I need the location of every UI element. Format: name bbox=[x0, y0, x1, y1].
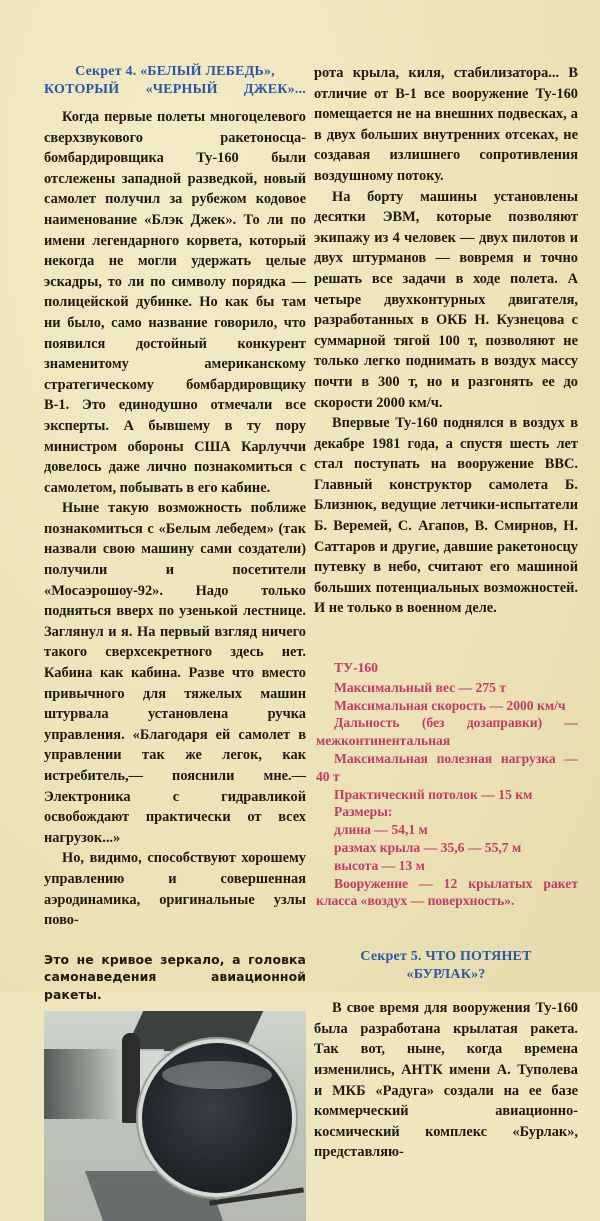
section-5-heading-line2: «БУРЛАК»? bbox=[406, 967, 486, 983]
spec-wingspan: размах крыла — 35,6 — 55,7 м bbox=[334, 840, 522, 855]
paragraph-4: На борту машины установлены десятки ЭВМ, которые позволяют экипажу из 4 человек — двух пилотов и двух штурманов — вовремя и точно решать все задачи в ходе полета. А четыре двухконтурных двигателя, разработанных в ОКБ Н. Кузнецова с суммарной тягой 100 т, позволяют не только легко поднимать в воздух массу почти в 300 т, но и разгонять ее до скорости 2000 км/ч. bbox=[314, 188, 578, 411]
spec-ceiling: Практический потолок — 15 км bbox=[334, 786, 533, 802]
homing-head-photo bbox=[44, 1011, 306, 1221]
section-5-heading-line1: Секрет 5. ЧТО ПОТЯНЕТ bbox=[360, 949, 532, 965]
section-5-paragraph: В свое время для вооружения Ту-160 была разработана крылатая ракета. Так вот, ныне, когда времена изменились, АНТК имени А. Туполева и МКБ «Радуга» создали на ее базе коммерческий авиационно-космический комплекс «Бурлак», представляю- bbox=[314, 1000, 578, 1161]
specs-box bbox=[314, 659, 578, 910]
left-column bbox=[44, 63, 306, 1221]
photo-wedge bbox=[125, 1011, 264, 1051]
spec-range: Дальность (без дозаправки) — межконтинентальная bbox=[316, 715, 578, 749]
section-4-heading-line2: КОТОРЫЙ «ЧЕРНЫЙ ДЖЕК»... bbox=[44, 82, 306, 97]
photo-caption: Это не кривое зеркало, а головка самонаведения авиационной ракеты. bbox=[44, 951, 306, 1002]
spec-payload: Максимальная полезная нагрузка — 40 т bbox=[316, 751, 578, 784]
spec-dimensions-label: Размеры: bbox=[334, 804, 393, 820]
right-column bbox=[314, 63, 578, 1163]
paragraph-5: Впервые Ту-160 поднялся в воздух в декабре 1981 года, а спустя шесть лет стал поступать на вооружение ВВС. Главный конструктор самолета Б. Близнюк, ведущие летчики-испытатели Б. Веремей, С. Агапов, В. Смирнов, Н. Саттаров и другие, давшие ракетоносцу путевку в небо, считают его машиной больших потенциальных возможностей. И не только в военном деле. bbox=[314, 415, 578, 617]
specs-title: ТУ-160 bbox=[334, 660, 378, 676]
homing-head-lens bbox=[142, 1043, 292, 1193]
spec-height: высота — 13 м bbox=[334, 857, 425, 873]
section-5-heading bbox=[314, 948, 578, 984]
spec-armament: Вооружение — 12 крылатых ракет класса «воздух — поверхность». bbox=[316, 875, 578, 909]
paragraph-2: Ныне такую возможность поближе познакомиться с «Белым лебедем» (так назвали свою машину сами создатели) получили и посетители «Мосаэрошоу-92». Надо только подняться вверх по узенькой лестнице. Заглянул и я. На первый взгляд ничего такого сверхсекретного здесь нет. Кабина как кабина. Разве что вместо привычного для тяжелых машин штурвала установлена ручка управления. «Благодаря ей самолет в управлении так же легок, как истребитель,— пояснили мне.— Электроника с гидравликой освобождают практически от всех нагрузок...» bbox=[44, 500, 306, 846]
photo-person bbox=[122, 1033, 140, 1123]
spec-max-weight: Максимальный вес — 275 т bbox=[334, 679, 506, 695]
paragraph-3-start: Но, видимо, способствуют хорошему управлению и совершенная аэродинамика, оригинальные узлы пово- bbox=[44, 850, 306, 929]
spec-max-speed: Максимальная скорость — 2000 км/ч bbox=[334, 697, 566, 713]
spec-length: длина — 54,1 м bbox=[334, 822, 428, 838]
section-4-heading-line1: Секрет 4. «БЕЛЫЙ ЛЕБЕДЬ», bbox=[75, 64, 275, 79]
section-4-heading bbox=[44, 63, 306, 99]
paragraph-3-end: рота крыла, киля, стабилизатора... В отличие от В-1 все вооружение Ту-160 помещается не на внешних подвесках, а в двух больших внутренних отсеках, не создавая излишнего сопротивления воздушному потоку. bbox=[314, 65, 578, 184]
paragraph-1: Когда первые полеты многоцелевого сверхзвукового ракетоносца-бомбардировщика Ту-160 были отслежены западной разведкой, новый самолет получил за рубежом кодовое наименование «Блэк Джек». То ли по имени легендарного корвета, который некогда не могли удержать целые эскадры, то ли по символу порядка — полицейской дубинке. Но как бы там ни было, само название говорило, что появился достойный конкурент знаменитому американскому стратегическому бомбардировщику В-1. Это единодушно отмечали все эксперты. А бывшему в ту пору министром обороны США Карлуччи довелось даже лично познакомиться с самолетом, побывать в его кабине. bbox=[44, 109, 306, 496]
